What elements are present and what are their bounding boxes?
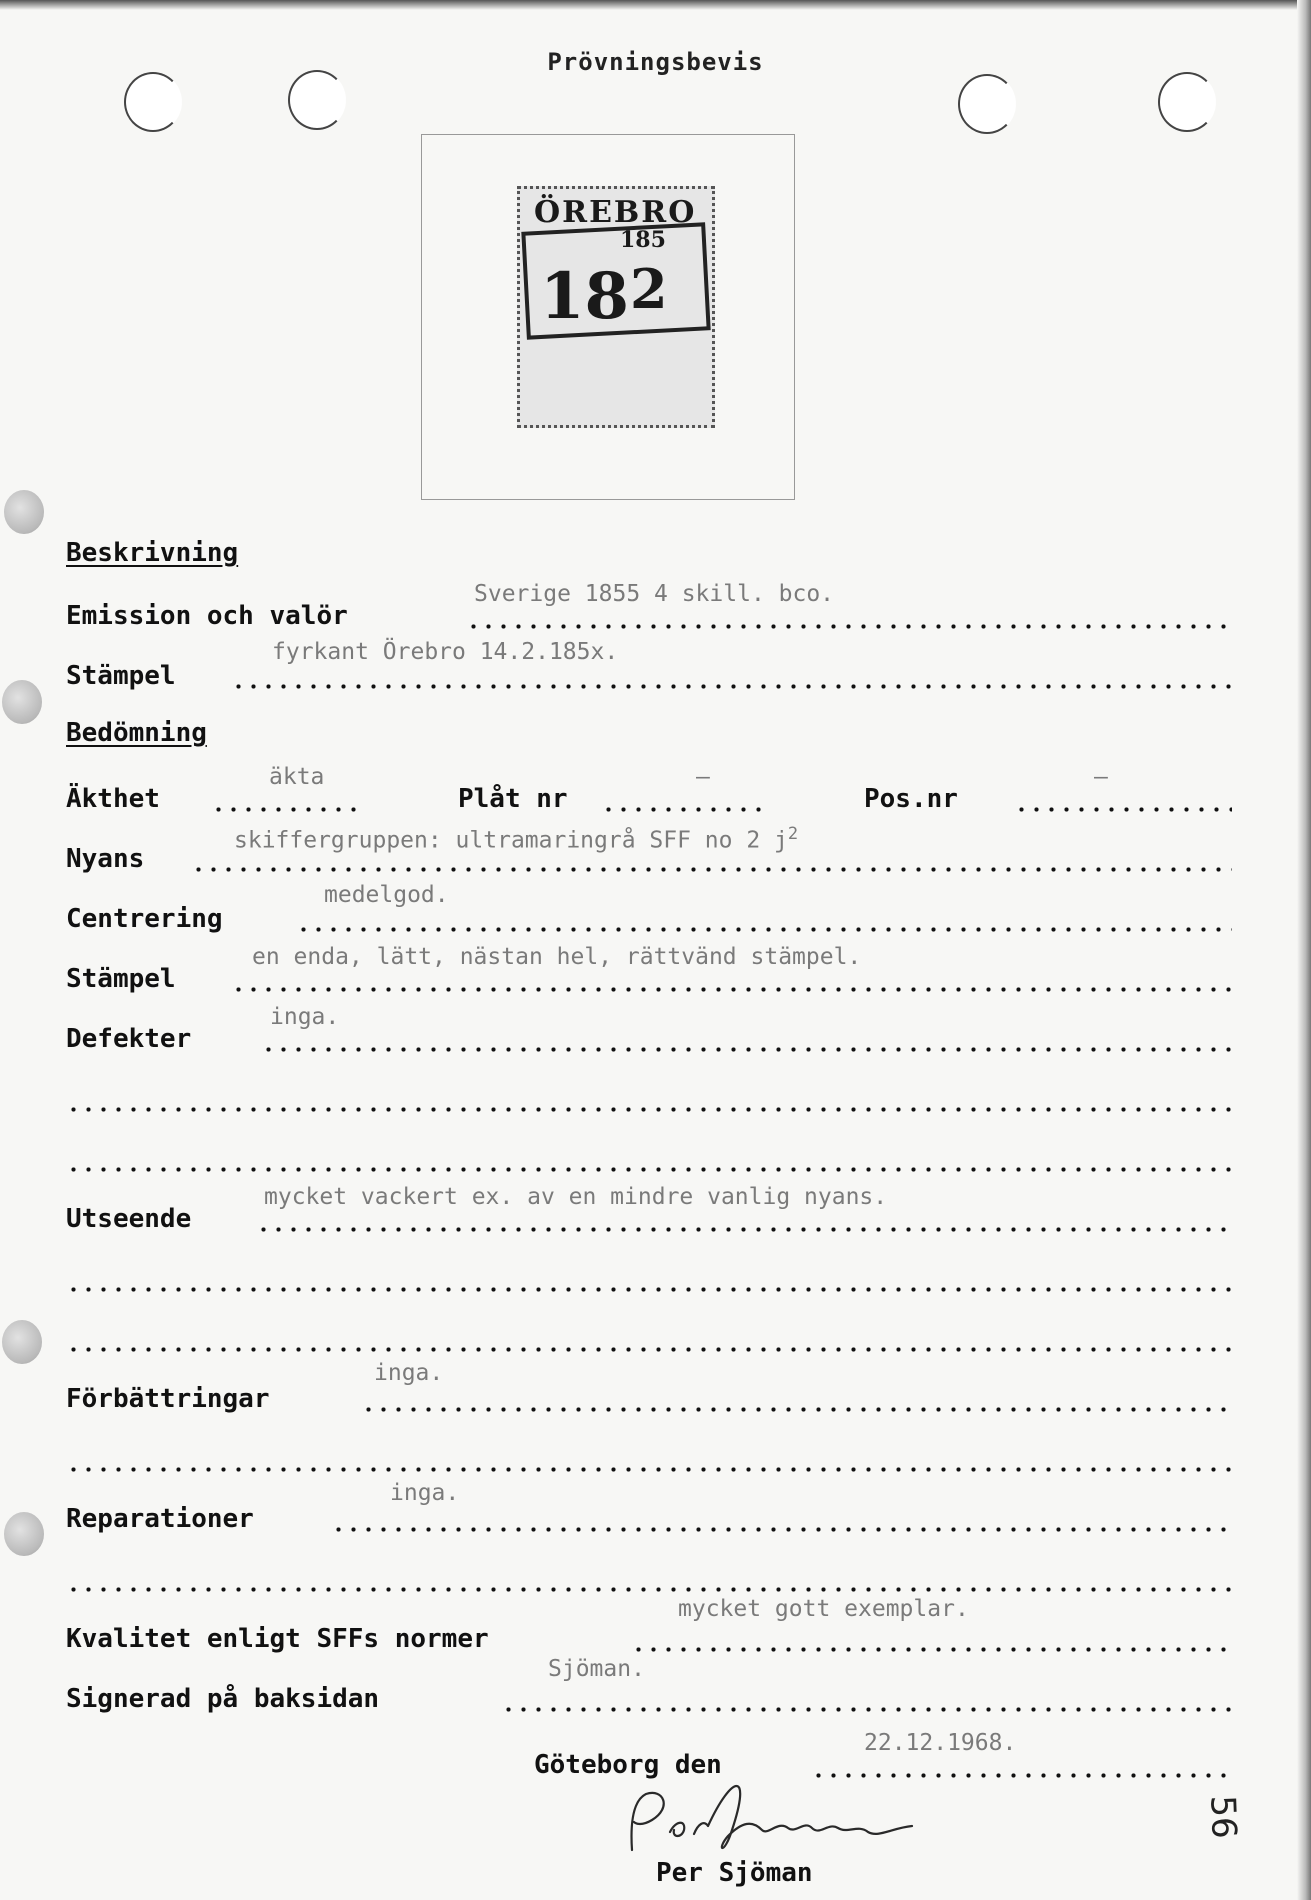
blank-line-5 [66, 1438, 1232, 1478]
signer-name: Per Sjöman [656, 1858, 813, 1888]
field-value-centrering: medelgod. [324, 882, 449, 908]
field-label-defekter: Defekter [66, 1024, 192, 1054]
field-label-plat: Plåt nr [458, 784, 568, 814]
date-value: 22.12.1968. [864, 1730, 1017, 1756]
margin-punch-1 [4, 490, 44, 534]
field-label-forbattringar: Förbättringar [66, 1384, 270, 1414]
punch-hole-left-2 [288, 70, 346, 130]
field-label-akthet: Äkthet [66, 784, 160, 814]
blank-line-3 [66, 1258, 1232, 1298]
dotted-line [296, 927, 1232, 932]
nyans-text: skiffergruppen: ultramaringrå SFF no 2 j [234, 827, 788, 854]
field-value-nyans [234, 824, 798, 854]
dotted-line [601, 807, 766, 812]
field-value-defekter: inga. [270, 1004, 340, 1030]
dotted-line [501, 1707, 1232, 1712]
field-label-emission: Emission och valör [66, 601, 348, 631]
row-place-date [66, 1730, 1232, 1784]
field-value-pos: – [1094, 764, 1108, 790]
dotted-line [261, 1047, 1232, 1052]
row-emission [66, 581, 1232, 635]
dotted-line [466, 624, 1232, 629]
dotted-line [811, 1773, 1232, 1778]
field-label-centrering: Centrering [66, 904, 223, 934]
field-value-utseende: mycket vackert ex. av en mindre vanlig nyans. [264, 1184, 888, 1210]
dotted-line [211, 807, 361, 812]
right-edge-shadow [1297, 0, 1311, 1900]
field-label-signerad: Signerad på baksidan [66, 1684, 380, 1714]
row-akthet [66, 764, 1232, 818]
field-value-stampel: fyrkant Örebro 14.2.185x. [272, 639, 619, 665]
row-centrering [66, 882, 1232, 938]
dotted-line [1014, 807, 1232, 812]
blank-line-1 [66, 1078, 1232, 1118]
dotted-line [66, 1587, 1232, 1592]
row-nyans [66, 824, 1232, 878]
field-value-stampel-bedomning: en enda, lätt, nästan hel, rättvänd stämpel. [252, 944, 862, 970]
dotted-line [256, 1227, 1232, 1232]
field-label-stampel: Stämpel [66, 661, 176, 691]
postmark-month: 2 [630, 257, 668, 321]
postmark-town: ÖREBRO [534, 195, 697, 230]
dotted-line [231, 987, 1232, 992]
field-label-reparationer: Reparationer [66, 1504, 254, 1534]
postmark-year: 185 [620, 227, 666, 253]
row-stampel-1 [66, 639, 1232, 695]
dotted-line [66, 1467, 1232, 1472]
dotted-line [191, 867, 1232, 872]
dotted-line [231, 684, 1232, 689]
section-heading-beskrivning: Beskrivning [66, 538, 239, 568]
dotted-line [66, 1107, 1232, 1112]
field-value-forbattringar: inga. [374, 1360, 444, 1386]
dotted-line [331, 1527, 1232, 1532]
row-reparationer [66, 1480, 1232, 1538]
dotted-line [66, 1347, 1232, 1352]
page-title: Prövningsbevis [547, 48, 764, 76]
place-label: Göteborg den [534, 1750, 722, 1780]
margin-punch-4 [4, 1512, 44, 1556]
handwritten-signature [612, 1780, 952, 1860]
field-value-plat: – [696, 764, 710, 790]
section-heading-bedomning: Bedömning [66, 718, 207, 748]
field-label-nyans: Nyans [66, 844, 145, 874]
postmark-day: 18 [540, 259, 630, 334]
nyans-superscript: 2 [787, 824, 799, 844]
dotted-line [66, 1287, 1232, 1292]
margin-punch-3 [2, 1320, 42, 1364]
punch-hole-right-1 [958, 74, 1016, 134]
field-value-emission: Sverige 1855 4 skill. bco. [474, 581, 835, 607]
field-value-akthet: äkta [269, 764, 325, 790]
dotted-line [631, 1647, 1232, 1652]
field-value-kvalitet: mycket gott exemplar. [678, 1596, 969, 1622]
row-forbattringar [66, 1360, 1232, 1418]
field-value-signerad: Sjöman. [548, 1656, 645, 1682]
punch-hole-right-2 [1158, 72, 1216, 132]
row-utseende [66, 1184, 1232, 1238]
row-defekter [66, 1004, 1232, 1058]
field-label-stampel-bedomning: Stämpel [66, 964, 176, 994]
dotted-line [361, 1407, 1232, 1412]
field-label-pos: Pos.nr [864, 784, 958, 814]
row-signerad [66, 1656, 1232, 1718]
row-stampel-2 [66, 944, 1232, 998]
blank-line-4 [66, 1318, 1232, 1358]
field-label-kvalitet: Kvalitet enligt SFFs normer [66, 1624, 489, 1654]
top-edge-shadow [0, 0, 1311, 10]
margin-punch-2 [2, 680, 42, 724]
dotted-line [66, 1167, 1232, 1172]
punch-hole-left-1 [124, 72, 182, 132]
blank-line-2 [66, 1138, 1232, 1178]
postage-stamp-image [517, 186, 715, 428]
page-number: 56 [1202, 1794, 1244, 1840]
field-label-utseende: Utseende [66, 1204, 192, 1234]
row-kvalitet [66, 1596, 1232, 1658]
field-value-reparationer: inga. [390, 1480, 460, 1506]
blank-line-6 [66, 1558, 1232, 1598]
